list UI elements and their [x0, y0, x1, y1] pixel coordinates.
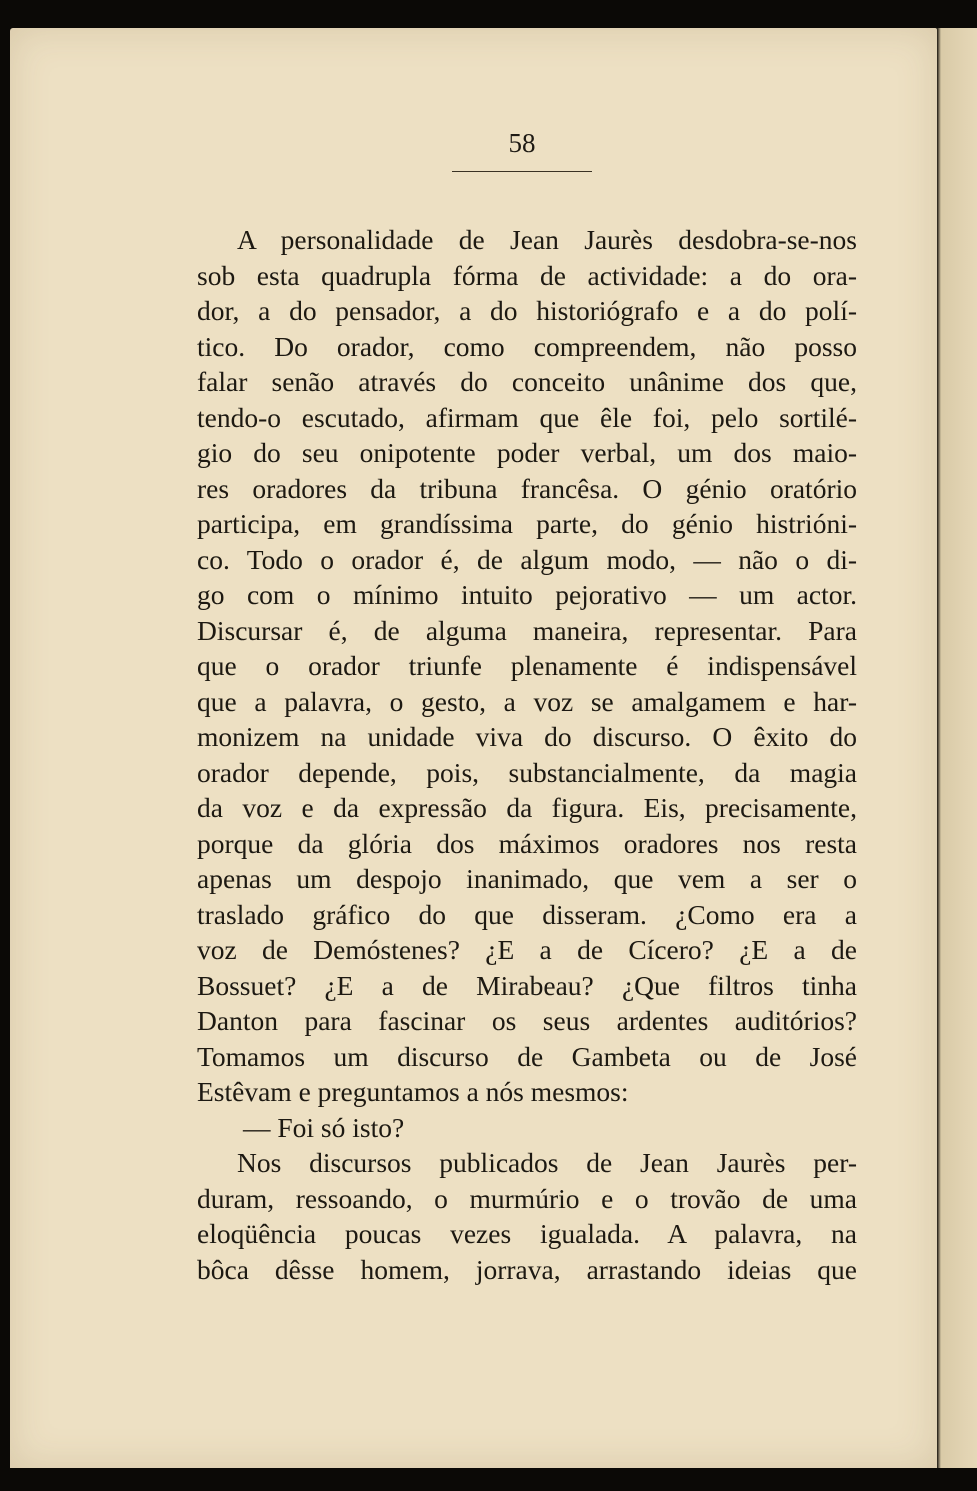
text-line: duram, ressoando, o murmúrio e o trovão de uma [197, 1182, 857, 1214]
text-line: traslado gráfico do que disseram. ¿Como era a [197, 898, 857, 930]
text-line: voz de Demóstenes? ¿E a de Cícero? ¿E a de [197, 934, 857, 965]
body-text [197, 222, 857, 1287]
text-line: Nos discursos publicados de Jean Jaurès per- [237, 1147, 857, 1178]
text-line: eloqüência poucas vezes igualada. A palavra, na [197, 1218, 857, 1249]
text-line: dor, a do pensador, a do historiógrafo e a do polí- [197, 295, 857, 326]
text-line: A personalidade de Jean Jaurès desdobra-se-nos [237, 224, 857, 255]
text-line: — Foi só isto? [243, 1111, 405, 1143]
text-line: Danton para fascinar os seus ardentes auditórios? [197, 1005, 857, 1036]
text-line: co. Todo o orador é, de algum modo, — não o di- [197, 543, 857, 575]
text-line: Discursar é, de alguma maneira, representar. Para [197, 614, 857, 646]
text-line: apenas um despojo inanimado, que vem a ser o [197, 863, 857, 894]
text-line: sob esta quadrupla fórma de actividade: a do ora- [197, 259, 857, 291]
text-line: falar senão através do conceito unânime dos que, [197, 366, 857, 397]
text-line: Tomamos um discurso de Gambeta ou de José [197, 1040, 857, 1072]
text-line: que o orador triunfe plenamente é indispensável [197, 650, 857, 681]
page-number: 58 [508, 128, 536, 158]
text-line: tico. Do orador, como compreendem, não posso [197, 330, 857, 362]
adjacent-page-edge [937, 28, 977, 1468]
text-line: da voz e da expressão da figura. Eis, precisamente, [197, 792, 857, 823]
text-line: Estêvam e preguntamos a nós mesmos: [197, 1076, 629, 1107]
text-line: go com o mínimo intuito pejorativo — um actor. [197, 579, 857, 610]
text-line: Bossuet? ¿E a de Mirabeau? ¿Que filtros tinha [197, 969, 857, 1001]
text-line: bôca dêsse homem, jorrava, arrastando ideias que [197, 1253, 857, 1285]
text-line: que a palavra, o gesto, a voz se amalgamem e har- [197, 685, 857, 717]
text-line: res oradores da tribuna francêsa. O génio oratório [197, 472, 857, 504]
text-line: monizem na unidade viva do discurso. O êxito do [197, 721, 857, 752]
text-line: tendo-o escutado, afirmam que êle foi, pelo sortilé- [197, 401, 857, 433]
text-line: porque da glória dos máximos oradores nos resta [197, 827, 857, 859]
text-line: gio do seu onipotente poder verbal, um dos maio- [197, 437, 857, 468]
page-number-rule [452, 171, 592, 172]
text-line: orador depende, pois, substancialmente, da magia [197, 756, 857, 788]
text-line: participa, em grandíssima parte, do génio histrióni- [197, 508, 857, 539]
